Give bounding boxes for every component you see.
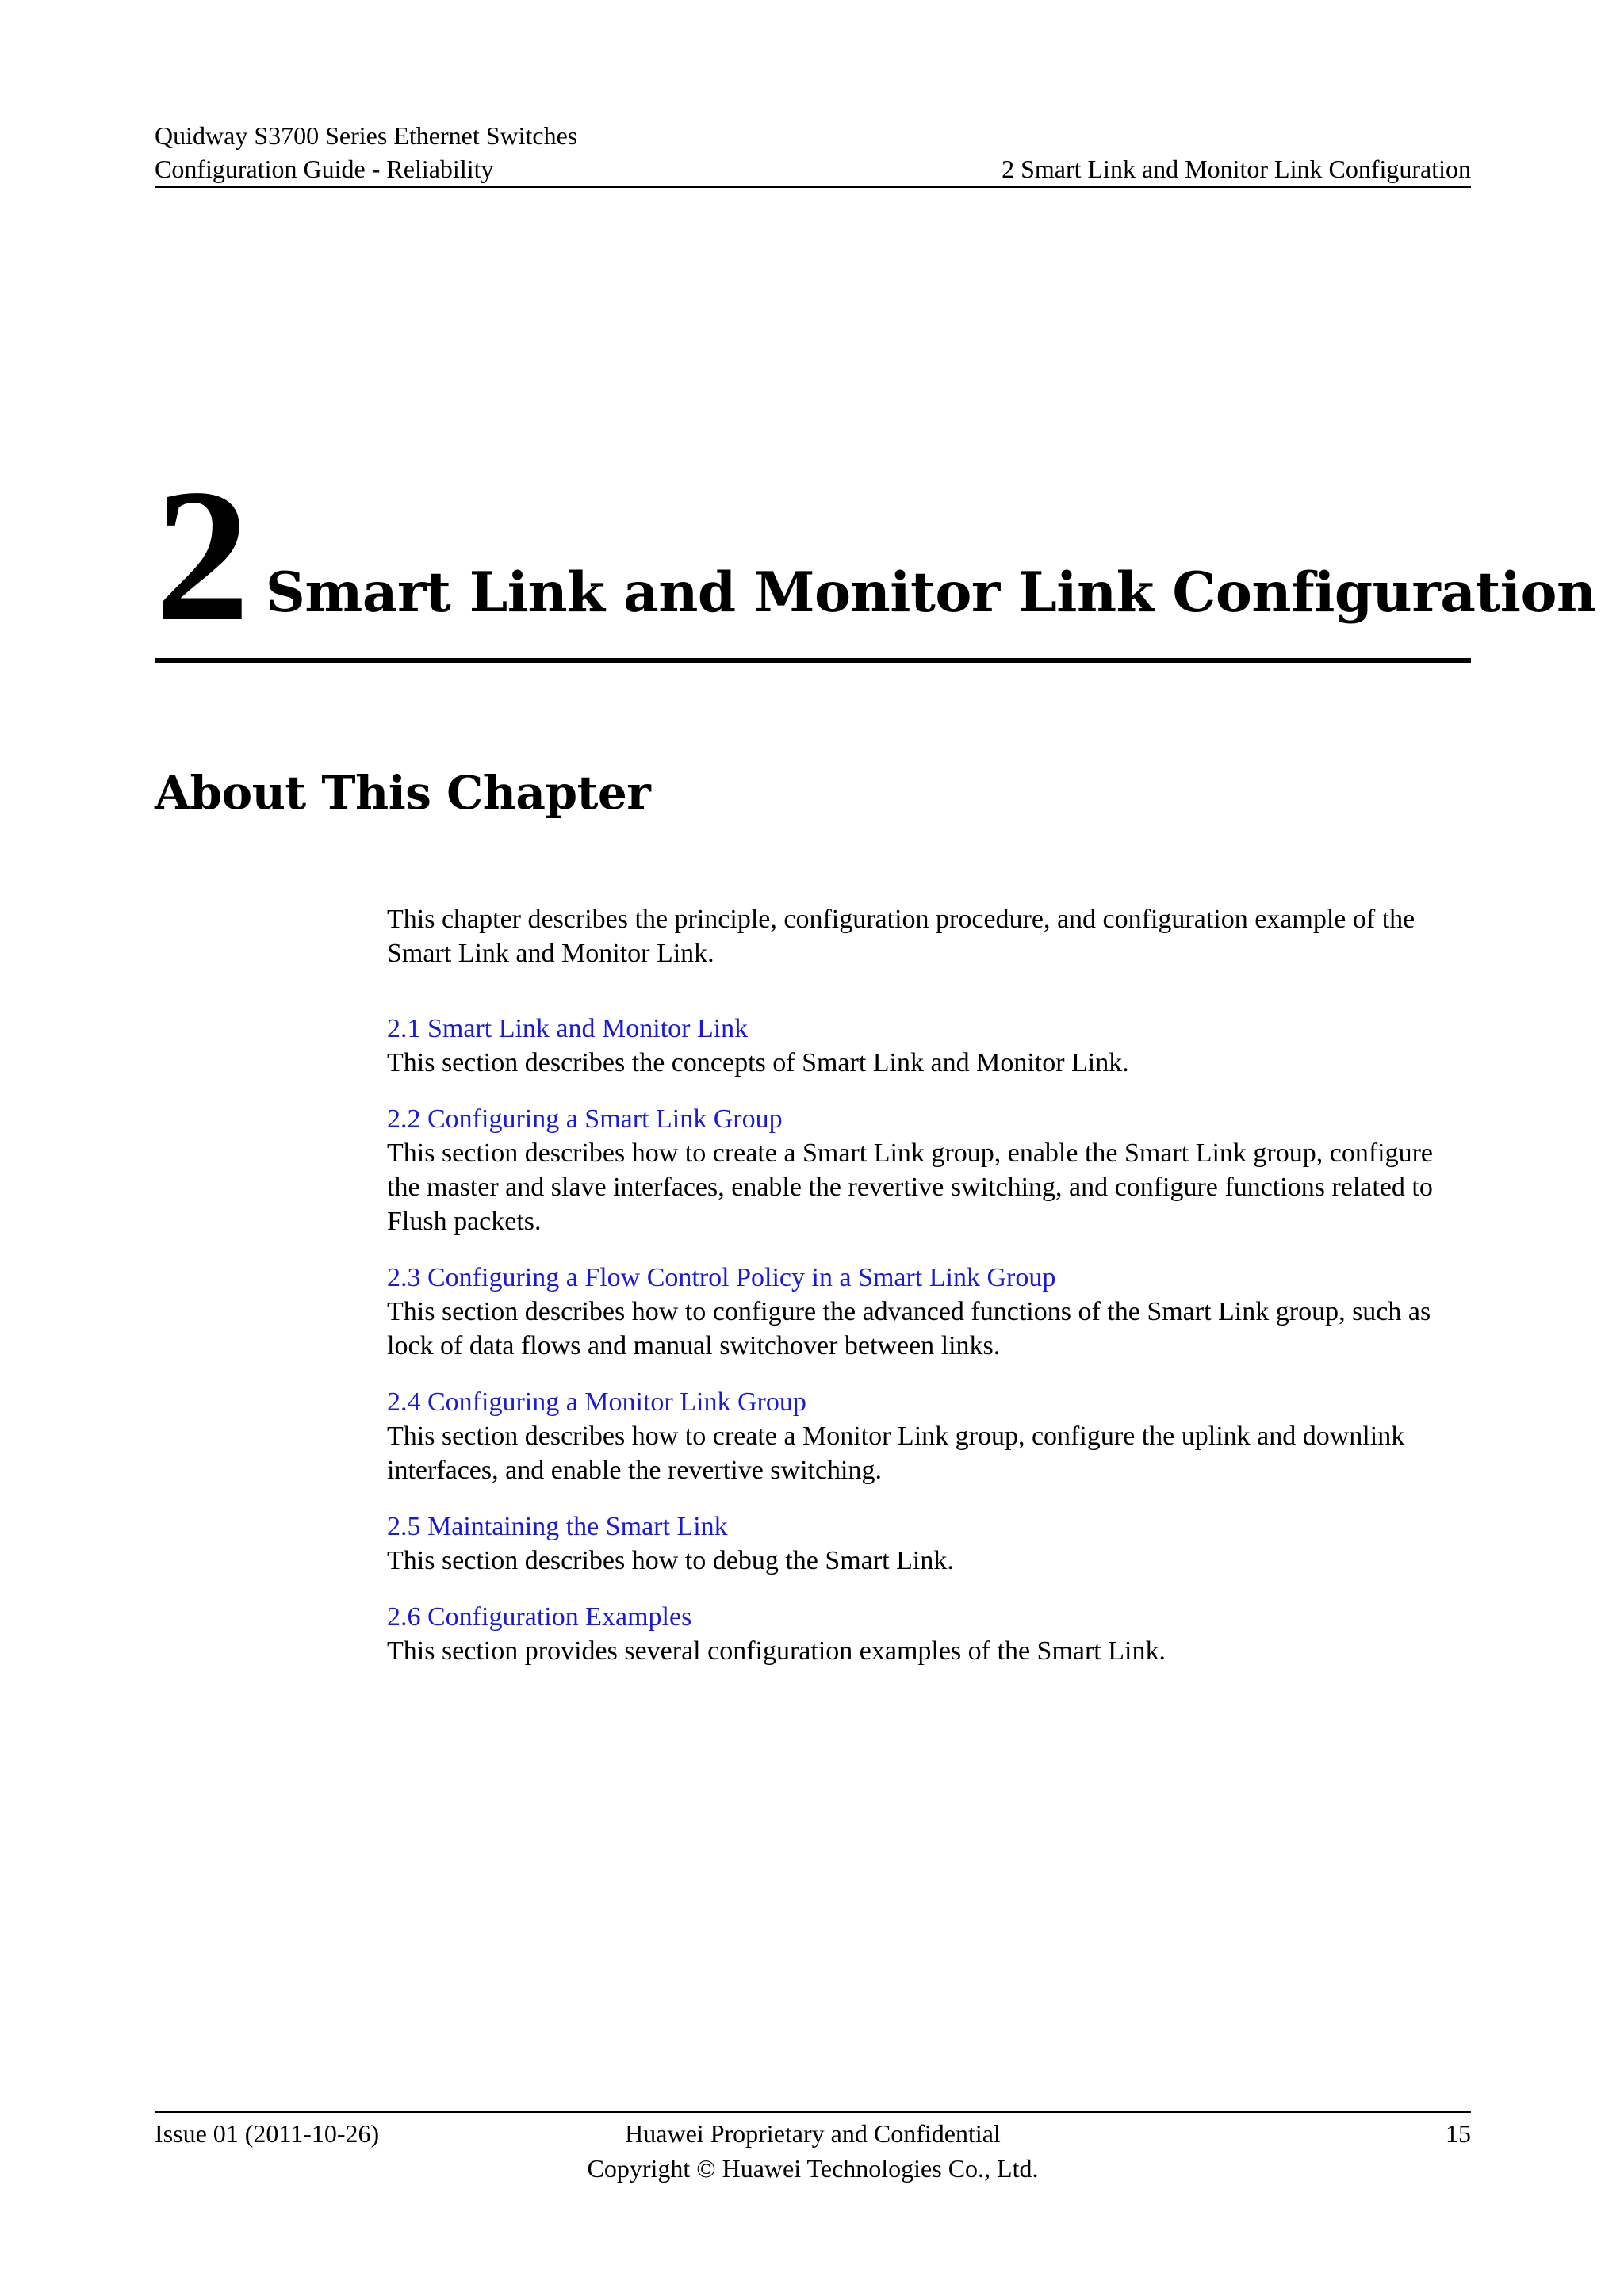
toc-entry	[387, 1510, 1472, 1578]
toc-link-2-5[interactable]: 2.5 Maintaining the Smart Link	[387, 1512, 728, 1541]
toc-description: This section describes how to create a Monitor Link group, configure the uplink and downlink interfaces, and enable the revertive switching.	[387, 1422, 1405, 1485]
header-left	[155, 119, 577, 186]
toc-link-2-6[interactable]: 2.6 Configuration Examples	[387, 1602, 692, 1632]
intro-paragraph: This chapter describes the principle, configuration procedure, and configuration example of the Smart Link and Monitor Link.	[387, 905, 1415, 968]
footer-copyright: Copyright © Huawei Technologies Co., Ltd.	[587, 2154, 1039, 2183]
section-heading: About This Chapter	[155, 766, 651, 820]
toc-entry	[387, 1102, 1472, 1238]
page-header	[155, 119, 1471, 188]
toc-entry	[387, 1012, 1472, 1080]
toc-link-2-4[interactable]: 2.4 Configuring a Monitor Link Group	[387, 1387, 806, 1417]
toc-description: This section describes how to debug the Smart Link.	[387, 1546, 954, 1575]
chapter-number: 2	[155, 450, 250, 660]
header-guide: Configuration Guide - Reliability	[155, 155, 494, 183]
page-footer	[155, 2111, 1471, 2186]
footer-confidential: Huawei Proprietary and Confidential	[625, 2119, 1001, 2148]
toc-entry	[387, 1385, 1472, 1487]
toc-description: This section describes how to create a Smart Link group, enable the Smart Link group, configure the master and slave interfaces, enable the revertive switching, and configure functions related to Flush packets.	[387, 1138, 1434, 1236]
header-chapter-ref: 2 Smart Link and Monitor Link Configuration	[1002, 155, 1471, 183]
toc-entry	[387, 1600, 1472, 1668]
page-number: 15	[1446, 2119, 1471, 2148]
header-product: Quidway S3700 Series Ethernet Switches	[155, 121, 578, 150]
chapter-title-block	[155, 450, 1596, 663]
chapter-title: Smart Link and Monitor Link Configuration	[266, 561, 1596, 625]
chapter-content	[387, 902, 1472, 1690]
toc-description: This section describes the concepts of Smart Link and Monitor Link.	[387, 1048, 1129, 1077]
toc-description: This section describes how to configure the advanced functions of the Smart Link group, such as lock of data flows and manual switchover between links.	[387, 1297, 1431, 1360]
toc-entry	[387, 1261, 1472, 1363]
toc-link-2-2[interactable]: 2.2 Configuring a Smart Link Group	[387, 1104, 783, 1134]
toc-link-2-3[interactable]: 2.3 Configuring a Flow Control Policy in a Smart Link Group	[387, 1263, 1056, 1292]
toc-description: This section provides several configuration examples of the Smart Link.	[387, 1636, 1166, 1666]
toc-link-2-1[interactable]: 2.1 Smart Link and Monitor Link	[387, 1014, 749, 1043]
footer-issue: Issue 01 (2011-10-26)	[155, 2119, 380, 2148]
